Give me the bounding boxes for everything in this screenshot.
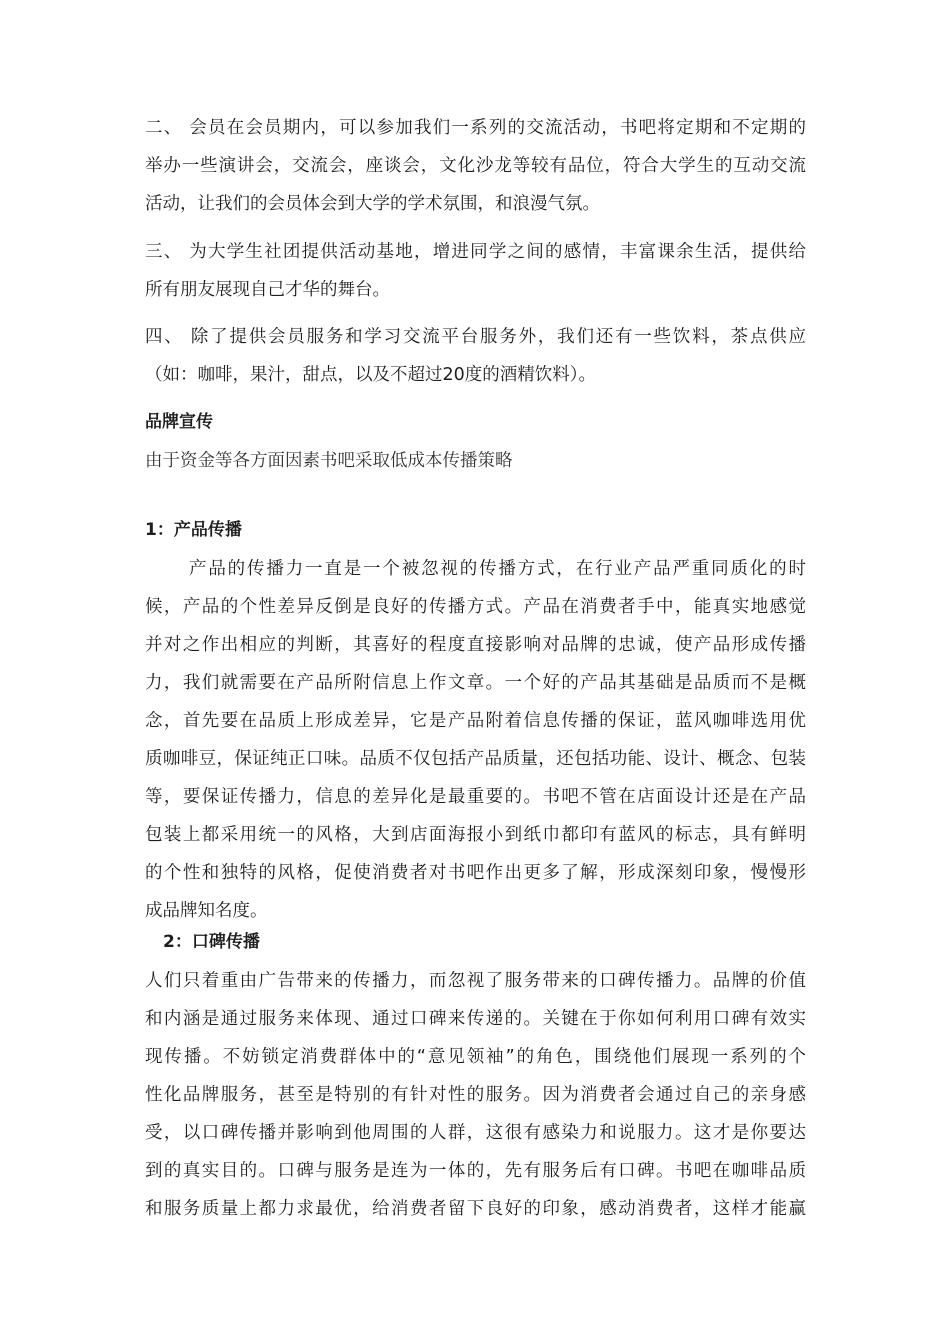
text-line: 念，首先要在品质上形成差异，它是产品附着信息传播的保证，蓝风咖啡选用优 [145, 711, 806, 731]
text-line: 受，以口碑传播并影响到他周围的人群，这很有感染力和说服力。这才是你要达 [145, 1123, 806, 1143]
text-line: 力，我们就需要在产品所附信息上作文章。一个好的产品其基础是品质而不是概 [145, 673, 806, 693]
text-line: 二、 会员在会员期内，可以参加我们一系列的交流活动，书吧将定期和不定期的 [145, 118, 806, 138]
section1-heading: 1：产品传播 [145, 520, 242, 540]
section1-paragraph [145, 550, 806, 930]
text-line: 三、 为大学生社团提供活动基地，增进同学之间的感情，丰富课余生活，提供给 [145, 242, 806, 262]
text-line: 四、 除了提供会员服务和学习交流平台服务外，我们还有一些饮料，茶点供应 [145, 327, 806, 347]
text-line: 到的真实目的。口碑与服务是连为一体的，先有服务后有口碑。书吧在咖啡品质 [145, 1161, 806, 1181]
brand-intro: 由于资金等各方面因素书吧采取低成本传播策略 [145, 451, 513, 471]
list-item-3 [145, 233, 806, 309]
text-line: 成品牌知名度。 [145, 901, 268, 921]
text-line: 现传播。不妨锁定消费群体中的“意见领袖”的角色，围绕他们展现一系列的个 [145, 1047, 806, 1067]
text-line: 性化品牌服务，甚至是特别的有针对性的服务。因为消费者会通过自己的亲身感 [145, 1085, 806, 1105]
brand-heading: 品牌宣传 [145, 412, 213, 432]
text-line: 和服务质量上都力求最优，给消费者留下良好的印象，感动消费者，这样才能赢 [145, 1199, 806, 1219]
text-line: 质咖啡豆，保证纯正口味。品质不仅包括产品质量，还包括功能、设计、概念、包装 [145, 749, 806, 769]
list-item-4 [145, 318, 806, 394]
text-line: 候，产品的个性差异反倒是良好的传播方式。产品在消费者手中，能真实地感觉 [145, 597, 806, 617]
text-line: （如：咖啡，果汁，甜点，以及不超过20度的酒精饮料）。 [145, 365, 597, 385]
section2-heading: 2：口碑传播 [163, 932, 260, 952]
list-item-2 [145, 109, 806, 223]
text-line: 包装上都采用统一的风格，大到店面海报小到纸巾都印有蓝风的标志，具有鲜明 [145, 825, 806, 845]
text-line: 所有朋友展现自己才华的舞台。 [145, 280, 390, 300]
text-line: 活动，让我们的会员体会到大学的学术氛围，和浪漫气氛。 [145, 194, 600, 214]
text-line: 产品的传播力一直是一个被忽视的传播方式，在行业产品严重同质化的时 [189, 559, 806, 579]
text-line: 和内涵是通过服务来体现、通过口碑来传递的。关键在于你如何利用口碑有效实 [145, 1009, 806, 1029]
text-line: 并对之作出相应的判断，其喜好的程度直接影响对品牌的忠诚，使产品形成传播 [145, 635, 806, 655]
text-line: 等，要保证传播力，信息的差异化是最重要的。书吧不管在店面设计还是在产品 [145, 787, 806, 807]
section2-paragraph [145, 962, 806, 1228]
text-line: 的个性和独特的风格，促使消费者对书吧作出更多了解，形成深刻印象，慢慢形 [145, 863, 806, 883]
text-line: 举办一些演讲会，交流会，座谈会，文化沙龙等较有品位，符合大学生的互动交流 [145, 156, 806, 176]
text-line: 人们只着重由广告带来的传播力，而忽视了服务带来的口碑传播力。品牌的价值 [145, 971, 806, 991]
